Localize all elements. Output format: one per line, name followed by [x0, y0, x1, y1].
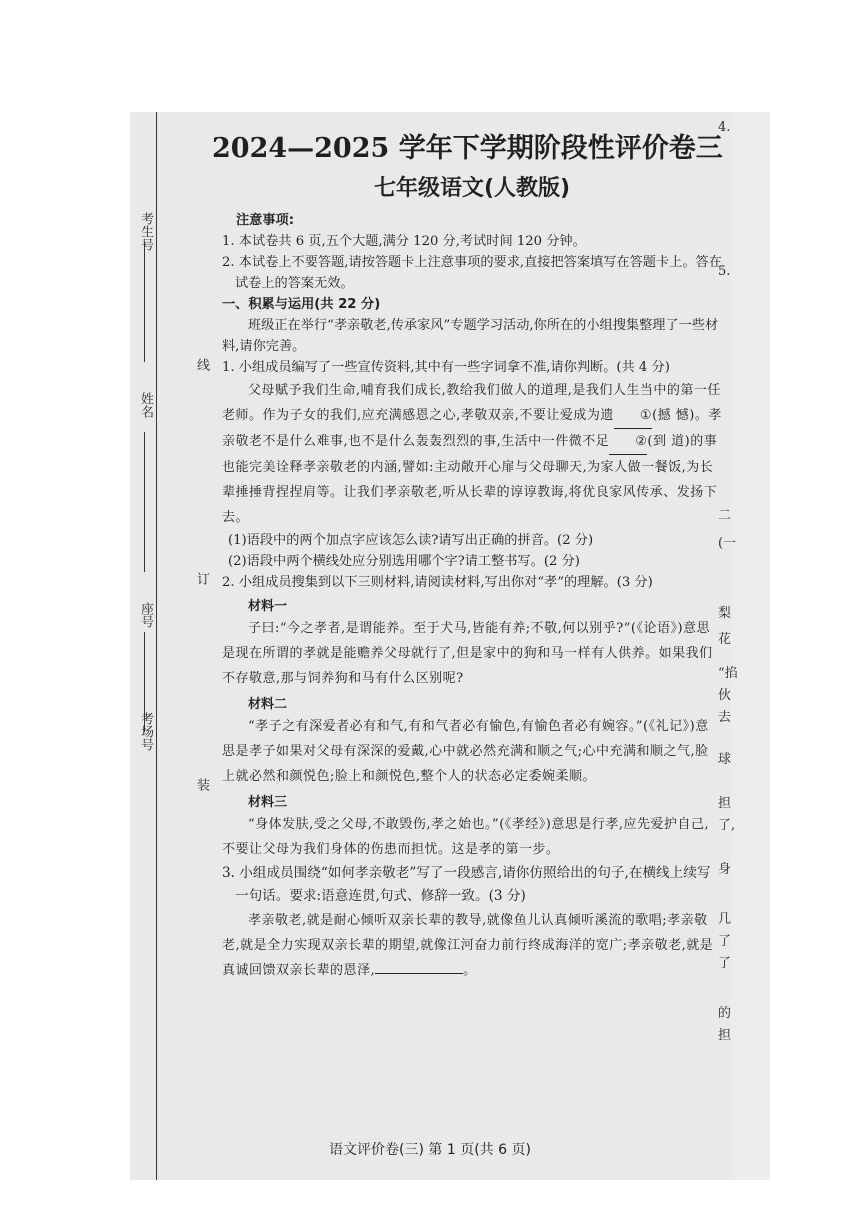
q3-text-end: 。 [463, 963, 477, 978]
q1-stem: 1. 小组成员编写了一些宣传资料,其中有一些字词拿不准,请你判断。(共 4 分) [222, 360, 670, 375]
next-fragment: 二 [718, 508, 732, 523]
q3-stem: 3. 小组成员围绕“如何孝亲敬老”写了一段感言,请你仿照给出的句子,在横线上续写一句话。要求:语意连贯,句式、修辞一致。(3 分) [222, 865, 711, 904]
binding-line-label: 线 [194, 358, 209, 371]
q3-answer-blank [375, 973, 463, 974]
q3-text [222, 908, 722, 983]
next-fragment: 去 [718, 710, 732, 725]
binding-ding-label: 订 [194, 572, 209, 585]
next-fragment: 担 [718, 796, 732, 811]
next-fragment: 了 [718, 956, 732, 971]
section1-heading: 一、积累与运用(共 22 分) [222, 297, 381, 312]
notice-label: 注意事项: [236, 213, 295, 228]
page-footer: 语文评价卷(三) 第 1 页(共 6 页) [329, 1142, 531, 1158]
next-fragment: 了, [718, 818, 736, 833]
notice-item-1: 1. 本试卷共 6 页,五个大题,满分 120 分,考试时间 120 分钟。 [222, 234, 586, 249]
material-2-title: 材料二 [248, 697, 288, 712]
name-underline [144, 432, 145, 572]
candidate-no-underline [144, 242, 145, 362]
material-3-title: 材料三 [248, 795, 288, 810]
exam-content [212, 126, 723, 983]
binding-margin [130, 112, 210, 1180]
material-2-text: “孝子之有深爱者必有和气,有和气者必有愉色,有愉色者必有婉容。”(《礼记》)意思是孝子如果对父母有深深的爱戴,心中就必然充满和顺之气;心中充满和顺之气,脸上就必然和颜悦色;脸上和颜悦色,整个人的状态必定委婉柔顺。 [222, 719, 709, 784]
q1-passage-part-c: 的事也能完美诠释孝亲敬老的内涵,譬如:主动敞开心扉与父母聊天,为家人做一餐饭,为长辈捶捶背捏捏肩等。让我们孝亲敬老,听从长辈的谆谆教诲,将优良家风传承、发扬下去。 [222, 434, 718, 525]
next-fragment: 球 [718, 752, 732, 767]
exam-sheet [130, 112, 730, 1180]
q1-option-2: (到 道) [647, 434, 691, 449]
section1-intro: 班级正在举行“孝亲敬老,传承家风”专题学习活动,你所在的小组搜集整理了一些材料,请你完善。 [222, 318, 719, 354]
name-label: 姓名 [138, 392, 153, 418]
next-fragment: (一 [718, 536, 737, 551]
q1-option-1: (撼 憾) [652, 408, 695, 423]
next-fragment: 身 [718, 862, 732, 877]
q1-passage-part-a: 父母赋予我们生命,哺育我们成长,教给我们做人的道理,是我们人生当中的第一任老师。作为子女的我们,应充满感恩之心,孝敬双亲,不要让爱成为遗 [222, 383, 721, 423]
next-fragment: “掐 [718, 666, 738, 681]
binding-divider-line [156, 112, 157, 1180]
next-q5-number: 5. [718, 264, 731, 279]
q3-text-body: 孝亲敬老,就是耐心倾听双亲长辈的教导,就像鱼儿认真倾听溪流的歌唱;孝亲敬老,就是全力实现双亲长辈的期望,就像江河奋力前行终成海洋的宽广;孝亲敬老,就是真诚回馈双亲长辈的恩泽, [222, 913, 714, 978]
next-fragment: 伙 [718, 688, 732, 703]
next-page-strip [718, 112, 770, 1180]
room-label: 考场号 [138, 712, 153, 751]
next-fragment: 担 [718, 1028, 732, 1043]
notice-item-2: 2. 本试卷上不要答题,请按答题卡上注意事项的要求,直接把答案填写在答题卡上。答在试卷上的答案无效。 [222, 255, 722, 291]
next-fragment: 梨 [718, 606, 732, 621]
q1-blank-2: ② [609, 429, 647, 455]
next-fragment: 花 [718, 632, 732, 647]
next-q4-number: 4. [718, 120, 731, 135]
candidate-no-label: 考生号 [138, 212, 153, 251]
q1-passage-part-b: 。孝亲敬老不是什么难事,也不是什么轰轰烈烈的事,生活中一件微不足 [222, 408, 722, 449]
material-3-text: “身体发肤,受之父母,不敢毁伤,孝之始也。”(《孝经》)意思是行孝,应先爱护自己,不要让父母为我们身体的伤患而担忧。这是孝的第一步。 [222, 817, 710, 857]
exam-subtitle: 七年级语文(人教版) [373, 176, 571, 201]
q1-passage [222, 378, 722, 530]
material-1-text: 子曰:“今之孝者,是谓能养。至于犬马,皆能有养;不敬,何以别乎?”(《论语》)意思是现在所谓的孝就是能赡养父母就行了,但是家中的狗和马一样有人供养。如果我们不存敬意,那与饲养狗和马有什么区别呢? [222, 621, 713, 686]
binding-zhuang-label: 装 [194, 778, 209, 791]
q1-sub-1: (1)语段中的两个加点字应该怎么读?请写出正确的拼音。(2 分) [228, 533, 594, 548]
material-1-title: 材料一 [248, 599, 288, 614]
seat-label: 座号 [138, 602, 153, 628]
q1-blank-1: ① [614, 403, 652, 429]
next-fragment: 几 [718, 912, 732, 927]
next-fragment: 了 [718, 934, 732, 949]
q1-sub-2: (2)语段中两个横线处应分别选用哪个字?请工整书写。(2 分) [228, 554, 580, 569]
exam-title: 2024—2025 学年下学期阶段性评价卷三 [212, 133, 723, 164]
q2-stem: 2. 小组成员搜集到以下三则材料,请阅读材料,写出你对“孝”的理解。(3 分) [222, 575, 653, 590]
next-fragment: 的 [718, 1006, 732, 1021]
